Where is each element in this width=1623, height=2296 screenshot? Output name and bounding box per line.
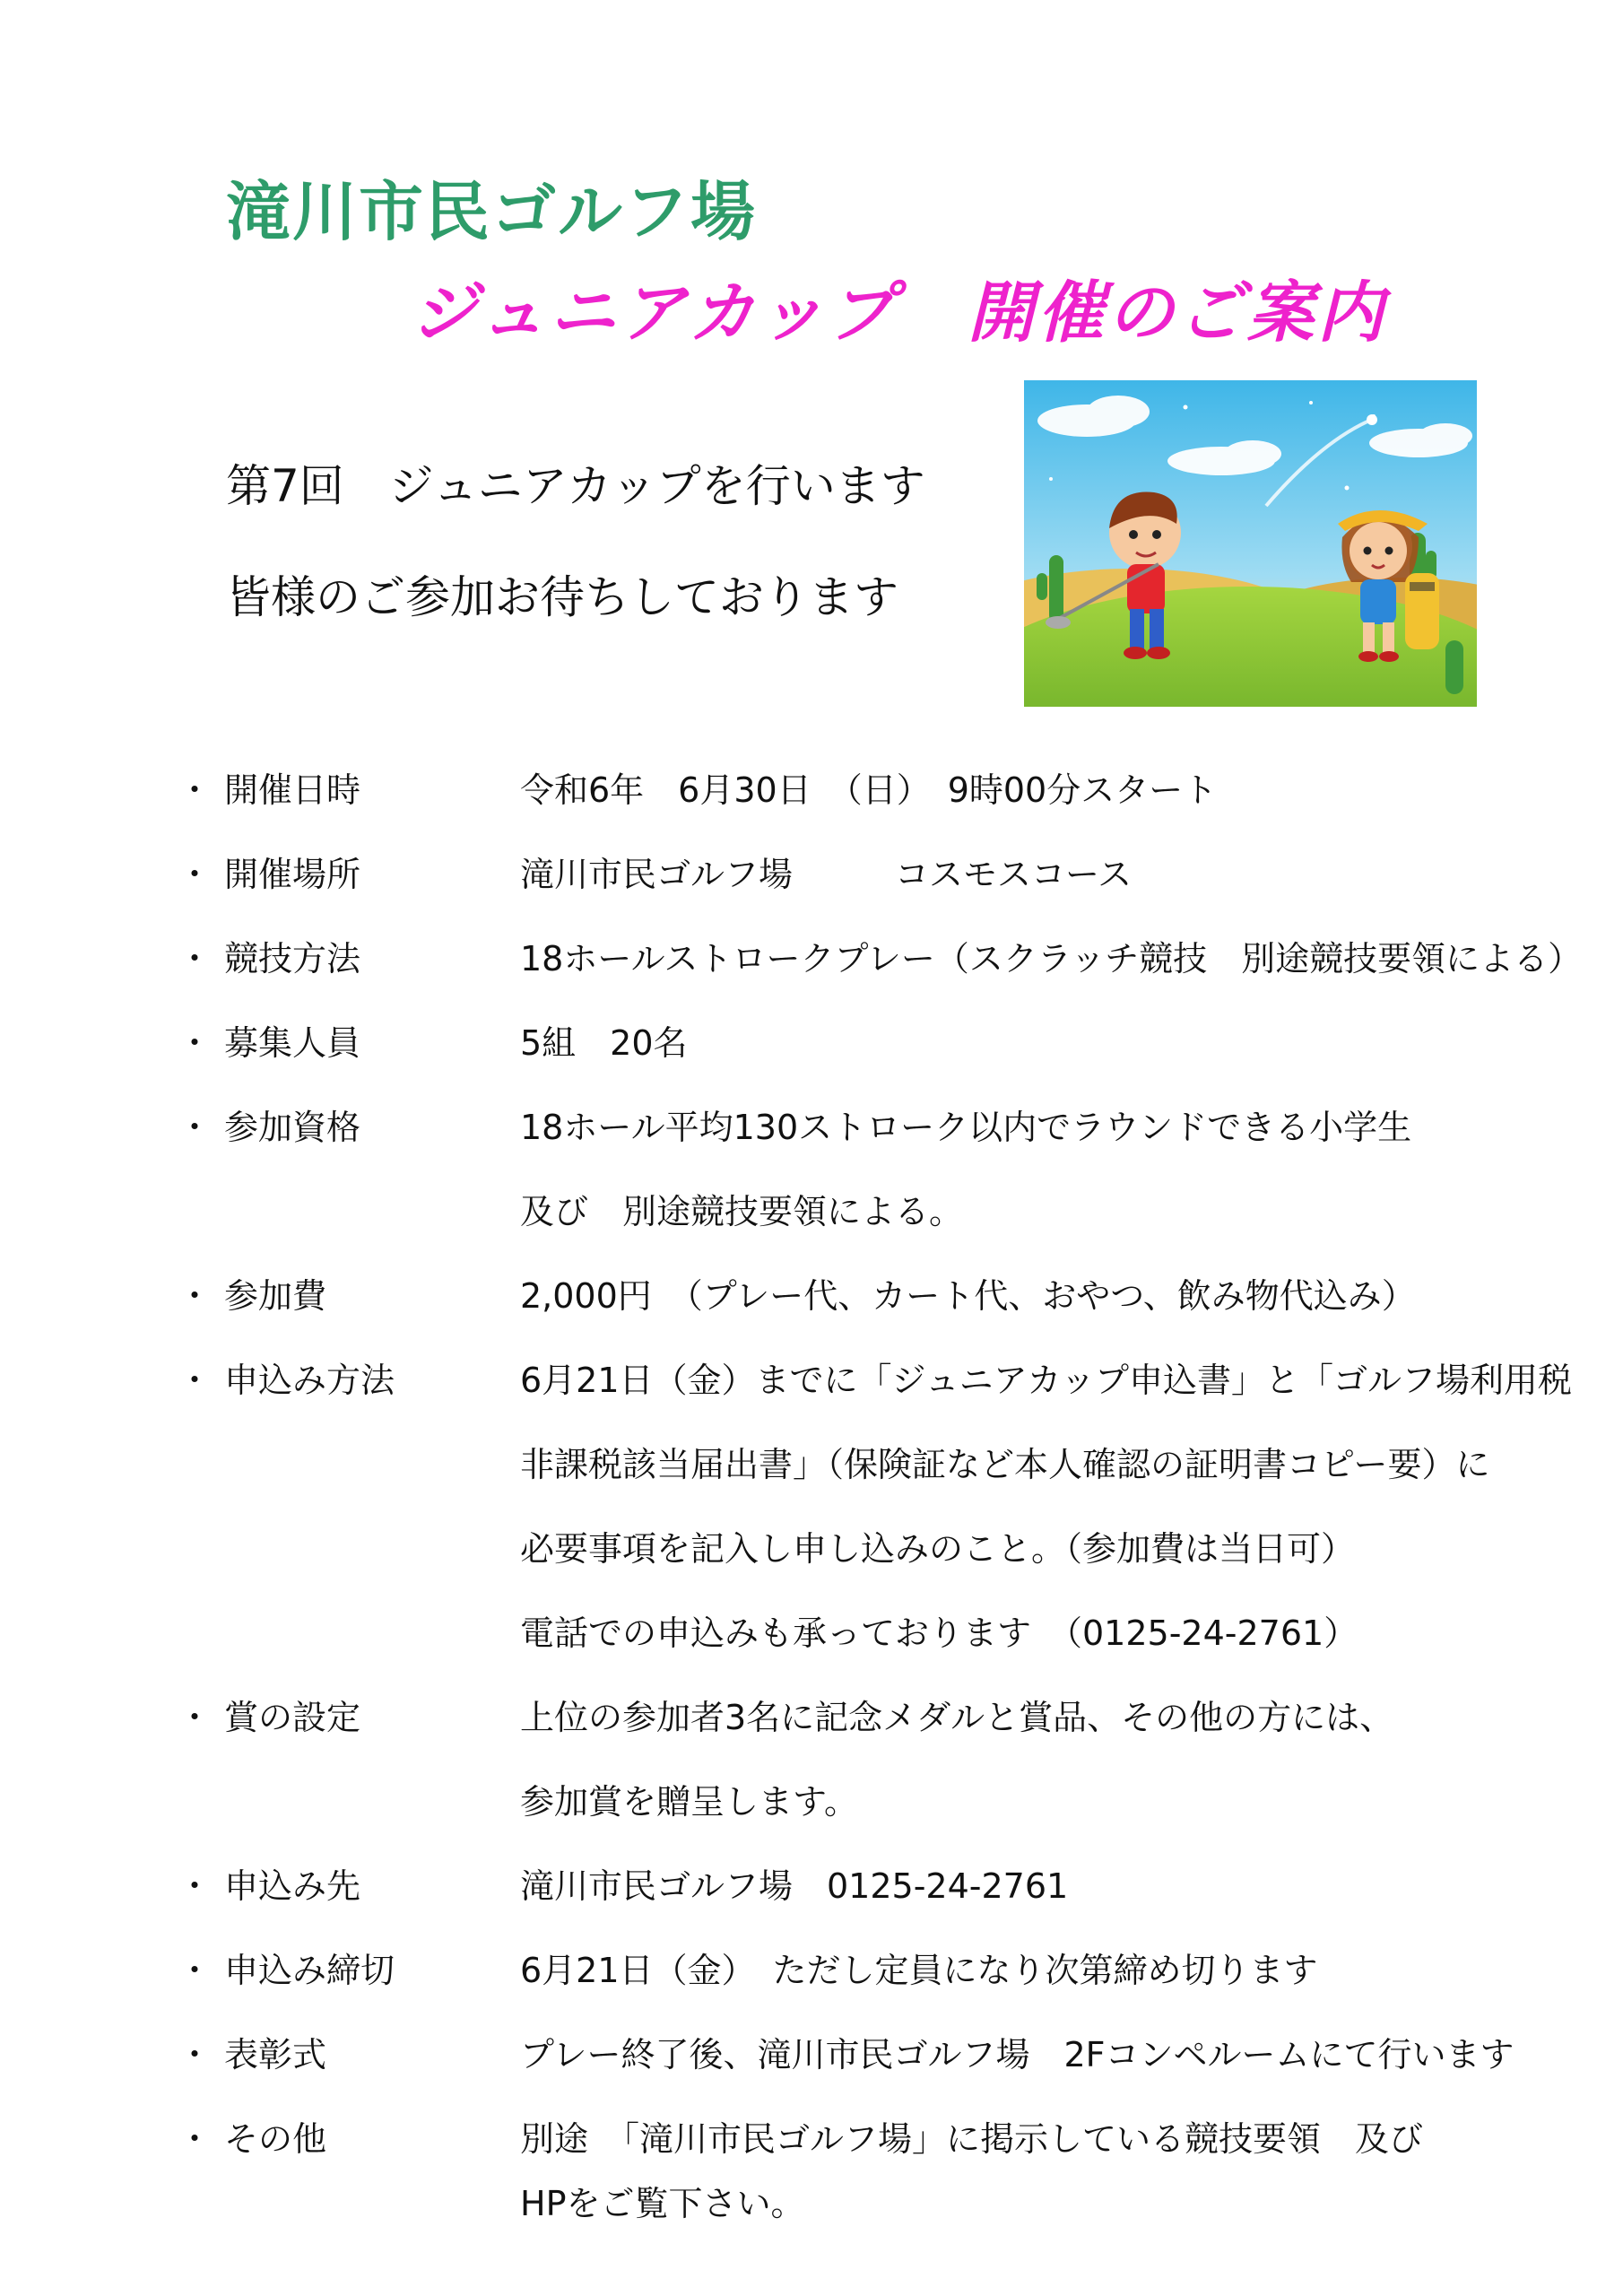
detail-row [0,1100,1623,1153]
detail-row [0,2176,1623,2230]
bullet: ・ [178,1023,213,1063]
detail-label: 参加資格 [224,1108,361,1147]
detail-label: 開催場所 [224,855,361,894]
detail-label: 表彰式 [224,2035,327,2074]
detail-row [0,931,1623,985]
detail-value: 6月21日（金） ただし定員になり次第締め切ります [520,1951,1318,1990]
detail-value: 上位の参加者3名に記念メダルと賞品、その他の方には、 [520,1698,1394,1737]
bullet: ・ [178,1108,213,1147]
detail-value: 滝川市民ゴルフ場 0125-24-2761 [520,1866,1069,1906]
page-subtitle: ジュニアカップ 開催のご案内 [411,274,1388,352]
detail-value: 電話での申込みも承っております （0125-24-2761） [520,1613,1358,1653]
detail-value: 非課税該当届出書」（保険証など本人確認の証明書コピー要）に [520,1445,1490,1484]
detail-row [0,1605,1623,1659]
detail-value: 滝川市民ゴルフ場 コスモスコース [520,855,1133,894]
detail-value: 2,000円 （プレー代、カート代、おやつ、飲み物代込み） [520,1276,1416,1316]
bullet: ・ [178,1951,213,1990]
detail-row [0,1015,1623,1069]
bullet: ・ [178,1276,213,1316]
detail-row [0,2027,1623,2081]
bullet: ・ [178,2035,213,2074]
detail-row [0,1690,1623,1744]
detail-row [0,2111,1623,2165]
detail-label: 賞の設定 [224,1698,361,1737]
bullet: ・ [178,1866,213,1906]
detail-label: 申込み締切 [224,1951,395,1990]
detail-label: 申込み方法 [224,1361,395,1400]
detail-row [0,1774,1623,1828]
detail-label: 参加費 [224,1276,327,1316]
detail-value: 必要事項を記入し申し込みのこと。（参加費は当日可） [520,1529,1356,1569]
detail-value: 6月21日（金）までに「ジュニアカップ申込書」と「ゴルフ場利用税 [520,1361,1573,1400]
detail-row [0,1943,1623,1996]
intro-line-2: 皆様のご参加お待ちしております [226,571,898,623]
detail-value: 18ホール平均130ストローク以内でラウンドできる小学生 [520,1108,1412,1147]
bullet: ・ [178,855,213,894]
detail-value: HPをご覧下さい。 [520,2184,805,2223]
detail-label: 募集人員 [224,1023,361,1063]
bullet: ・ [178,2119,213,2159]
detail-label: 申込み先 [224,1866,361,1906]
bullet: ・ [178,770,213,810]
bullet: ・ [178,939,213,978]
detail-row [0,1437,1623,1491]
detail-value: 及び 別途競技要領による。 [520,1192,964,1231]
bullet: ・ [178,1361,213,1400]
detail-label: 競技方法 [224,939,361,978]
detail-value: 参加賞を贈呈します。 [520,1782,858,1822]
kids-golf-illustration [1024,380,1477,707]
detail-row [0,1521,1623,1575]
detail-row [0,847,1623,900]
detail-value: 令和6年 6月30日 （日） 9時00分スタート [520,770,1218,810]
detail-value: プレー終了後、滝川市民ゴルフ場 2Fコンペルームにて行います [520,2035,1515,2074]
detail-label: 開催日時 [224,770,361,810]
detail-row [0,762,1623,816]
detail-row [0,1268,1623,1322]
page-title: 滝川市民ゴルフ場 [226,174,758,249]
detail-value: 別途 「滝川市民ゴルフ場」に掲示している競技要領 及び [520,2119,1424,2159]
bullet: ・ [178,1698,213,1737]
detail-label: その他 [224,2119,327,2159]
detail-row [0,1184,1623,1238]
detail-value: 18ホールストロークプレー（スクラッチ競技 別途競技要領による） [520,939,1583,978]
detail-value: 5組 20名 [520,1023,688,1063]
detail-row [0,1352,1623,1406]
detail-row [0,1858,1623,1912]
intro-line-1: 第7回 ジュニアカップを行います [226,460,925,512]
